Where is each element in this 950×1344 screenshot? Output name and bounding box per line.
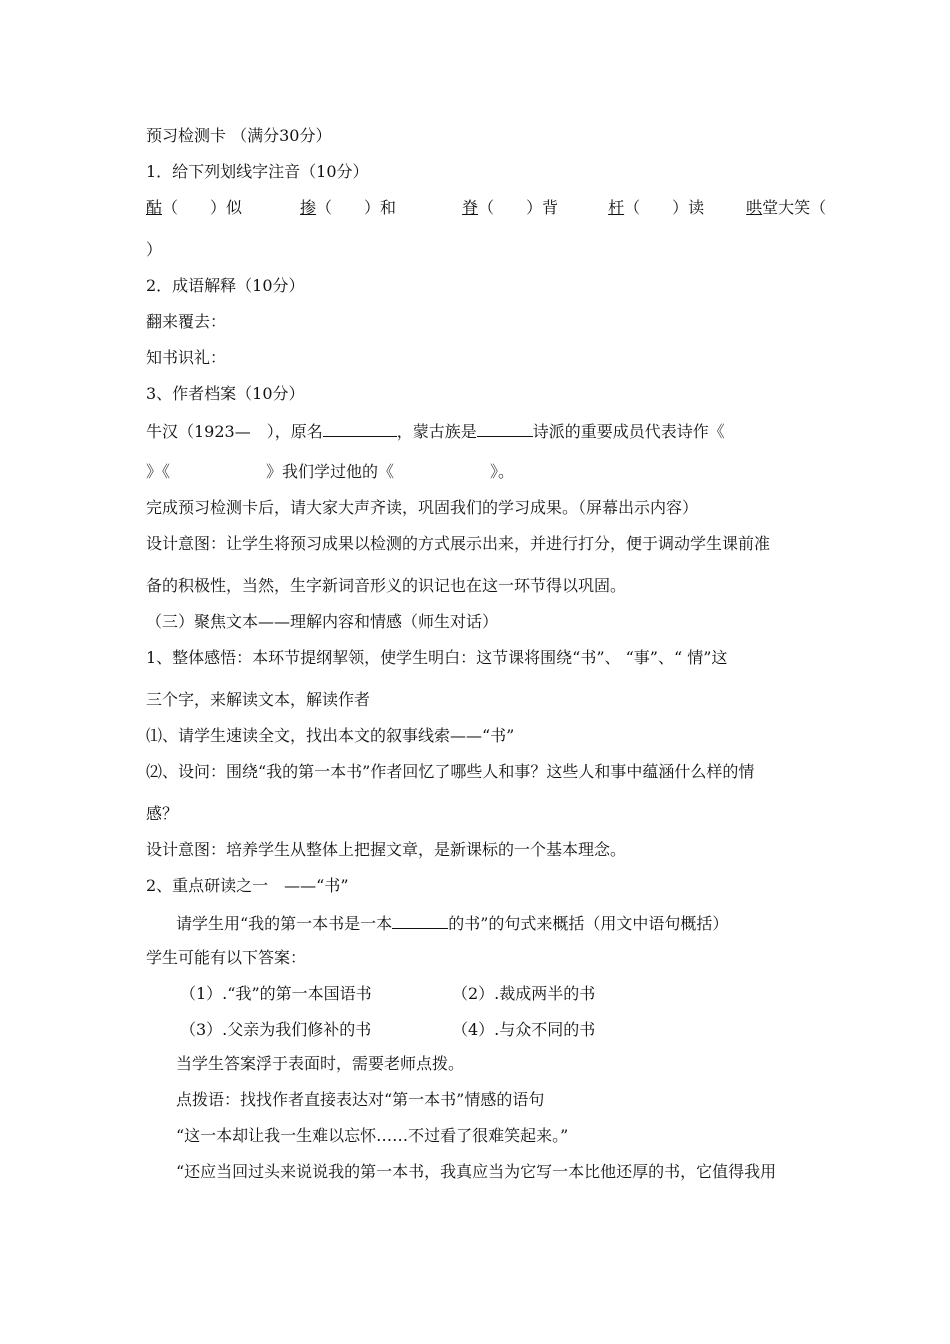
answer-4: （4）.与众不同的书 [452, 1020, 596, 1039]
overall-perception-line-2: 三个字，来解读文本，解读作者 [146, 690, 371, 709]
answer-1: （1）.“我”的第一本国语书 [180, 984, 372, 1003]
question-3-heading: 3、作者档案（10分） [146, 384, 305, 403]
pinyin-word-5-rest: 堂大笑（ [762, 198, 827, 217]
idiom-2: 知书识礼： [146, 348, 227, 367]
possible-answers-intro: 学生可能有以下答案： [146, 948, 307, 967]
answer-2: （2）.裁成两半的书 [452, 984, 596, 1003]
answer-row-1 [180, 984, 596, 1004]
design-intent-1-line-2: 备的积极性，当然，生字新词音形义的识记也在这一环节得以巩固。 [146, 576, 627, 595]
section-3-heading: （三）聚焦文本——理解内容和情感（师生对话） [146, 612, 499, 631]
blank-poetry-school [477, 420, 533, 437]
author-profile-text-c: 诗派的重要成员代表诗作《 [532, 422, 725, 441]
author-profile-text-b: ，蒙古族是 [396, 422, 477, 441]
pinyin-blank-1: （ ）似 [162, 198, 243, 217]
blank-book-description [392, 912, 448, 929]
answer-3: （3）.父亲为我们修补的书 [180, 1020, 372, 1039]
question-2-heading: 2．成语解释（10分） [146, 276, 305, 295]
sentence-pattern-prompt [176, 912, 728, 934]
pinyin-blank-2: （ ）和 [316, 198, 397, 217]
task-2-line-2: 感？ [146, 804, 179, 823]
author-profile-line [146, 420, 725, 442]
sentence-pattern-text-a: 请学生用“我的第一本书是一本 [176, 914, 393, 933]
key-reading-1-heading: 2、重点研读之一 ——“书” [146, 876, 349, 895]
overall-perception-line-1: 1、整体感悟：本环节提纲挈领，使学生明白：这节课将围绕“书”、 “事”、“ 情”这 [146, 648, 728, 667]
teacher-guidance-note: 当学生答案浮于表面时，需要老师点拨。 [176, 1054, 465, 1073]
author-works-line: 》《 》我们学过他的《 》。 [146, 462, 515, 481]
quote-1: “这一本却让我一生难以忘怀……不过看了很难笑起来。” [176, 1126, 569, 1145]
pinyin-row [146, 198, 826, 218]
question-1-heading: 1．给下列划线字注音（10分） [146, 162, 369, 181]
quote-2: “还应当回过头来说说我的第一本书，我真应当为它写一本比他还厚的书，它值得我用 [176, 1162, 777, 1181]
pinyin-word-1: 酤 [146, 198, 163, 217]
pinyin-word-2: 掺 [300, 198, 317, 217]
pinyin-word-4: 杆 [608, 198, 625, 217]
paragraph-read-aloud: 完成预习检测卡后，请大家大声齐读，巩固我们的学习成果。（屏幕出示内容） [146, 498, 699, 517]
guidance-prompt: 点拨语：找找作者直接表达对“第一本书”情感的语句 [176, 1090, 545, 1109]
sentence-pattern-text-b: 的书”的句式来概括（用文中语句概括） [448, 914, 729, 933]
pinyin-blank-3: （ ）背 [478, 198, 559, 217]
pinyin-closing-paren: ） [146, 240, 163, 259]
idiom-1: 翻来覆去： [146, 312, 227, 331]
design-intent-1-line-1: 设计意图：让学生将预习成果以检测的方式展示出来，并进行打分，便于调动学生课前准 [146, 534, 771, 553]
blank-original-name [323, 420, 397, 437]
design-intent-2: 设计意图：培养学生从整体上把握文章，是新课标的一个基本理念。 [146, 840, 627, 859]
task-1: ⑴、请学生速读全文，找出本文的叙事线索——“书” [146, 726, 515, 745]
section-title-preview-card: 预习检测卡 （满分30分） [146, 126, 332, 145]
pinyin-word-5: 哄 [746, 198, 763, 217]
author-profile-text-a: 牛汉（1923— ），原名 [146, 422, 323, 441]
task-2-line-1: ⑵、设问：围绕“我的第一本书”作者回忆了哪些人和事？这些人和事中蕴涵什么样的情 [146, 762, 755, 781]
answer-row-2 [180, 1020, 596, 1040]
pinyin-blank-4: （ ）读 [624, 198, 705, 217]
pinyin-word-3: 脊 [462, 198, 479, 217]
